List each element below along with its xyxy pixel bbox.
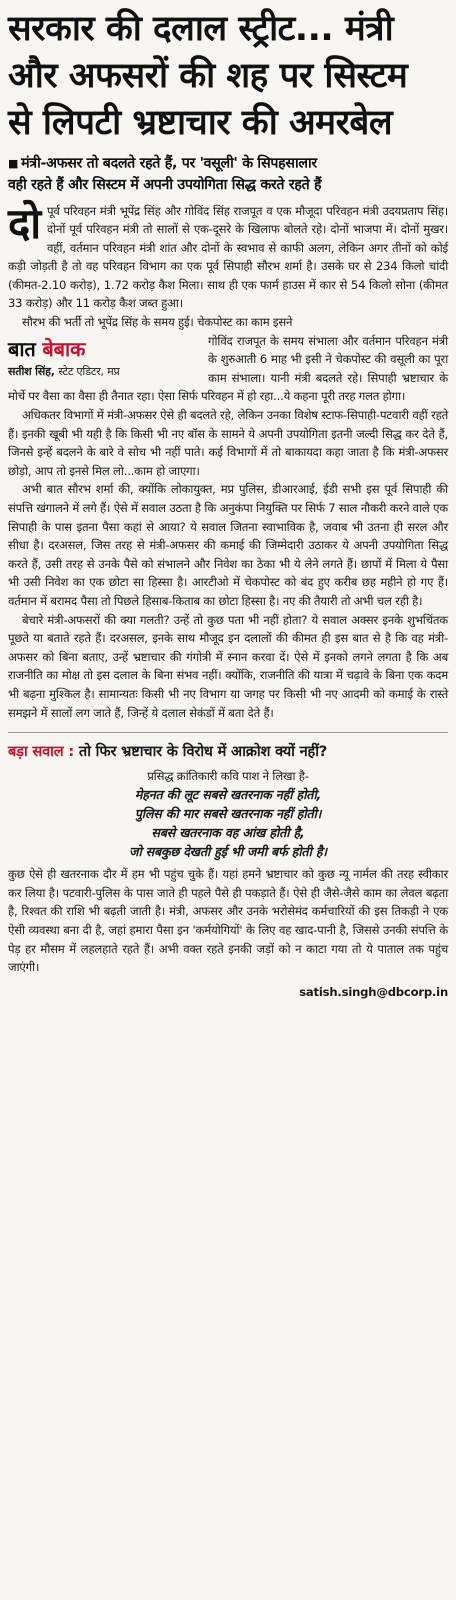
bullet-icon: ■ (8, 157, 19, 170)
paragraph (8, 198, 448, 314)
column-title-word: बात (8, 336, 36, 361)
column-title-word-red: बेबाक (42, 336, 86, 361)
headline-line: और अफसरों की शह पर सिस्टम (8, 56, 408, 96)
author-email: satish.singh@dbcorp.in (299, 984, 448, 999)
paragraph: बेचारे मंत्री-अफसरों की क्या गलती? उन्हें तो कुछ पता भी नहीं होता? ये सवाल अक्सर इनके शुभचिंतक पूछते या बताते रहते हैं। दरअसल, इनके साथ मौजूद इन दलालों की कीमत ही इस बात से है कि वह मंत्री-अफसर को बिना बताए, उन्हें भ्रष्टाचार की गंगोत्री में स्नान करवा दें। ऐसे में इनको लगने लगता है कि अब राजनीति का मोक्ष तो इस दलाल के बिना संभव नहीं। क्योंकि, राजनीति की यात्रा में चढ़ावे के बिना एक कदम भी बढ़ना मुश्किल है। सामान्यतः किसी भी नए विभाग या जगह पर किसी भी नए आदमी को कमाई के रास्ते समझने में सालों लग जाते हैं, जिन्हें ये दलाल सेकंडों में बता देते हैं। (8, 612, 448, 720)
headline (8, 6, 448, 147)
poem-line: मेहनत की लूट सबसे खतरनाक नहीं होती, (134, 787, 322, 803)
author-name: सतीश सिंह, (8, 364, 55, 378)
paragraph: अभी बात सौरभ शर्मा की, क्योंकि लोकायुक्त, मप्र पुलिस, डीआरआई, ईडी सभी इस पूर्व सिपाही की संपत्ति खंगालने में लगे हैं। ऐसे में सवाल उठता है कि अनुकंपा नियुक्ति पर सिर्फ 7 साल नौकरी करने वाले एक सिपाही के पास इतना पैसा कहां से आया? ये सवाल जितना स्वाभाविक है, जवाब भी उतना ही सरल और सीधा है। दरअसल, जिस तरह से मंत्री-अफसर की कमाई की जिम्मेदारी उठाकर ये अपनी उपयोगिता सिद्ध करते हैं, उसी तरह से उनके पैसे को संभालने और निवेश का ठेका भी ये लेने लगते हैं। छापों में मिला ये पैसा भी उसी निवेश का एक छोटा सा हिस्सा है। आरटीओ में चेकपोस्ट को बंद हुए करीब छह महीने हो गए हैं। वर्तमान में बरामद पैसा तो पिछले हिसाब-किताब का छोटा हिस्सा है। नए की तैयारी तो अभी चल रही है। (8, 482, 448, 608)
question-label: बड़ा सवाल : (8, 743, 74, 761)
paragraph: अधिकतर विभागों में मंत्री-अफसर ऐसे ही बदलते रहे, लेकिन उनका विशेष स्टाफ-सिपाही-पटवारी वहीं रहते हैं। इनकी खूबी भी यही है कि किसी भी नए बॉस के सामने ये अपनी उपयोगिता इतनी जल्दी सिद्ध कर देते हैं, जिनसे इन्हें बदलने के बारे वे सोच भी नहीं पाते। कई विभागों में तो बाकायदा कहा जाता है कि मंत्री-अफसर छोड़ो, आप तो इनसे मिल लो...काम हो जाएगा। (8, 408, 448, 478)
paragraph-text: गोविंद राजपूत के समय संभाला और वर्तमान परिवहन मंत्री के शुरुआती 6 माह भी इसी ने चेकपोस्ट की वसूली का पूरा काम संभाला। यानी मंत्री बदलते रहे। सिपाही भ्रष्टाचार के मोर्चे पर वैसा का वैसा ही तैनात रहा। ऐसा सिर्फ परिवहन में हो रहा...ये कहना पूरी तरह गलत होगा। (8, 333, 448, 404)
author-role: स्टेट एडिटर, मप्र (58, 364, 120, 378)
author-line (8, 364, 198, 380)
subhead-text: मंत्री-अफसर तो बदलते रहते हैं, पर 'वसूली' के सिपहसालार (21, 155, 317, 172)
headline-line: सरकार की दलाल स्ट्रीट... मंत्री (8, 9, 394, 49)
headline-line: से लिपटी भ्रष्टाचार की अमरबेल (8, 103, 393, 143)
paragraph: कुछ ऐसे ही खतरनाक दौर में हम भी पहुंच चुके हैं। यहां हमने भ्रष्टाचार को कुछ न्यू नार्मल की तरह स्वीकार कर लिया है। पटवारी-पुलिस के पास जाते ही पहले पैसे ही पकड़ाते हैं। ऐसे ही जैसे-जैसे काम का लेवल बढ़ता है, रिश्वत की राशि भी बढ़ती जाती है। मंत्री, अफसर और उनके भरोसेमंद कर्मचारियों की इस तिकड़ी ने एक ऐसी व्यवस्था बना दी है, जहां हमारा पैसा इन 'कर्मयोगियों' के लिए वह खाद-पानी है, जिससे उनकी संपत्ति के पेड़ हर मौसम में लहलहाते रहते हैं। अभी वक्त रहते इनकी जड़ों को न काटा गया तो ये पाताल तक पहुंच जाएंगी। (8, 867, 448, 975)
drop-cap: दो (8, 198, 41, 248)
poem-intro: प्रसिद्ध क्रांतिकारी कवि पाश ने लिखा है- (147, 769, 309, 784)
paragraph (8, 313, 448, 332)
subheadline (8, 153, 448, 196)
big-question (8, 732, 448, 763)
question-text: तो फिर भ्रष्टाचार के विरोध में आक्रोश क्यों नहीं? (78, 743, 328, 761)
paragraph-text: सौरभ की भर्ती तो भूपेंद्र सिंह के समय हुई। चेकपोस्ट का काम इसने (22, 315, 293, 330)
column-title (8, 336, 198, 362)
poem (8, 767, 448, 861)
column-byline (8, 336, 198, 380)
article-body (8, 198, 448, 1002)
poem-line: सबसे खतरनाक वह आंख होती है, (151, 825, 305, 841)
subhead-line (8, 153, 448, 175)
poem-line: जो सबकुछ देखती हुई भी जमी बर्फ होती है। (129, 844, 327, 860)
paragraph-text: पूर्व परिवहन मंत्री भूपेंद्र सिंह और गोविंद सिंह राजपूत व एक मौजूदा परिवहन मंत्री उदयप्रताप सिंह। दोनों पूर्व परिवहन मंत्री तो सालों से एक-दूसरे के खिलाफ बोलते रहे। दोनों भाजपा में। दोनों मुखर। वहीं, वर्तमान परिवहन मंत्री शांत और दोनों के स्वभाव से काफी अलग, लेकिन अगर तीनों को कोई कड़ी जोड़ती है तो वह परिवहन विभाग का एक पूर्व सिपाही सौरभ शर्मा है। उसके घर से 234 किलो चांदी (कीमत-2.10 करोड़), 1.72 करोड़ कैश मिला। साथ ही एक फार्म हाउस में कार से 54 किलो सोना (कीमत 33 करोड़) और 11 करोड़ कैश जब्त हुआ। (8, 203, 448, 311)
poem-line: पुलिस की मार सबसे खतरनाक नहीं होती। (134, 806, 322, 822)
subhead-line: वही रहते हैं और सिस्टम में अपनी उपयोगिता सिद्ध करते रहते हैं (8, 176, 322, 193)
